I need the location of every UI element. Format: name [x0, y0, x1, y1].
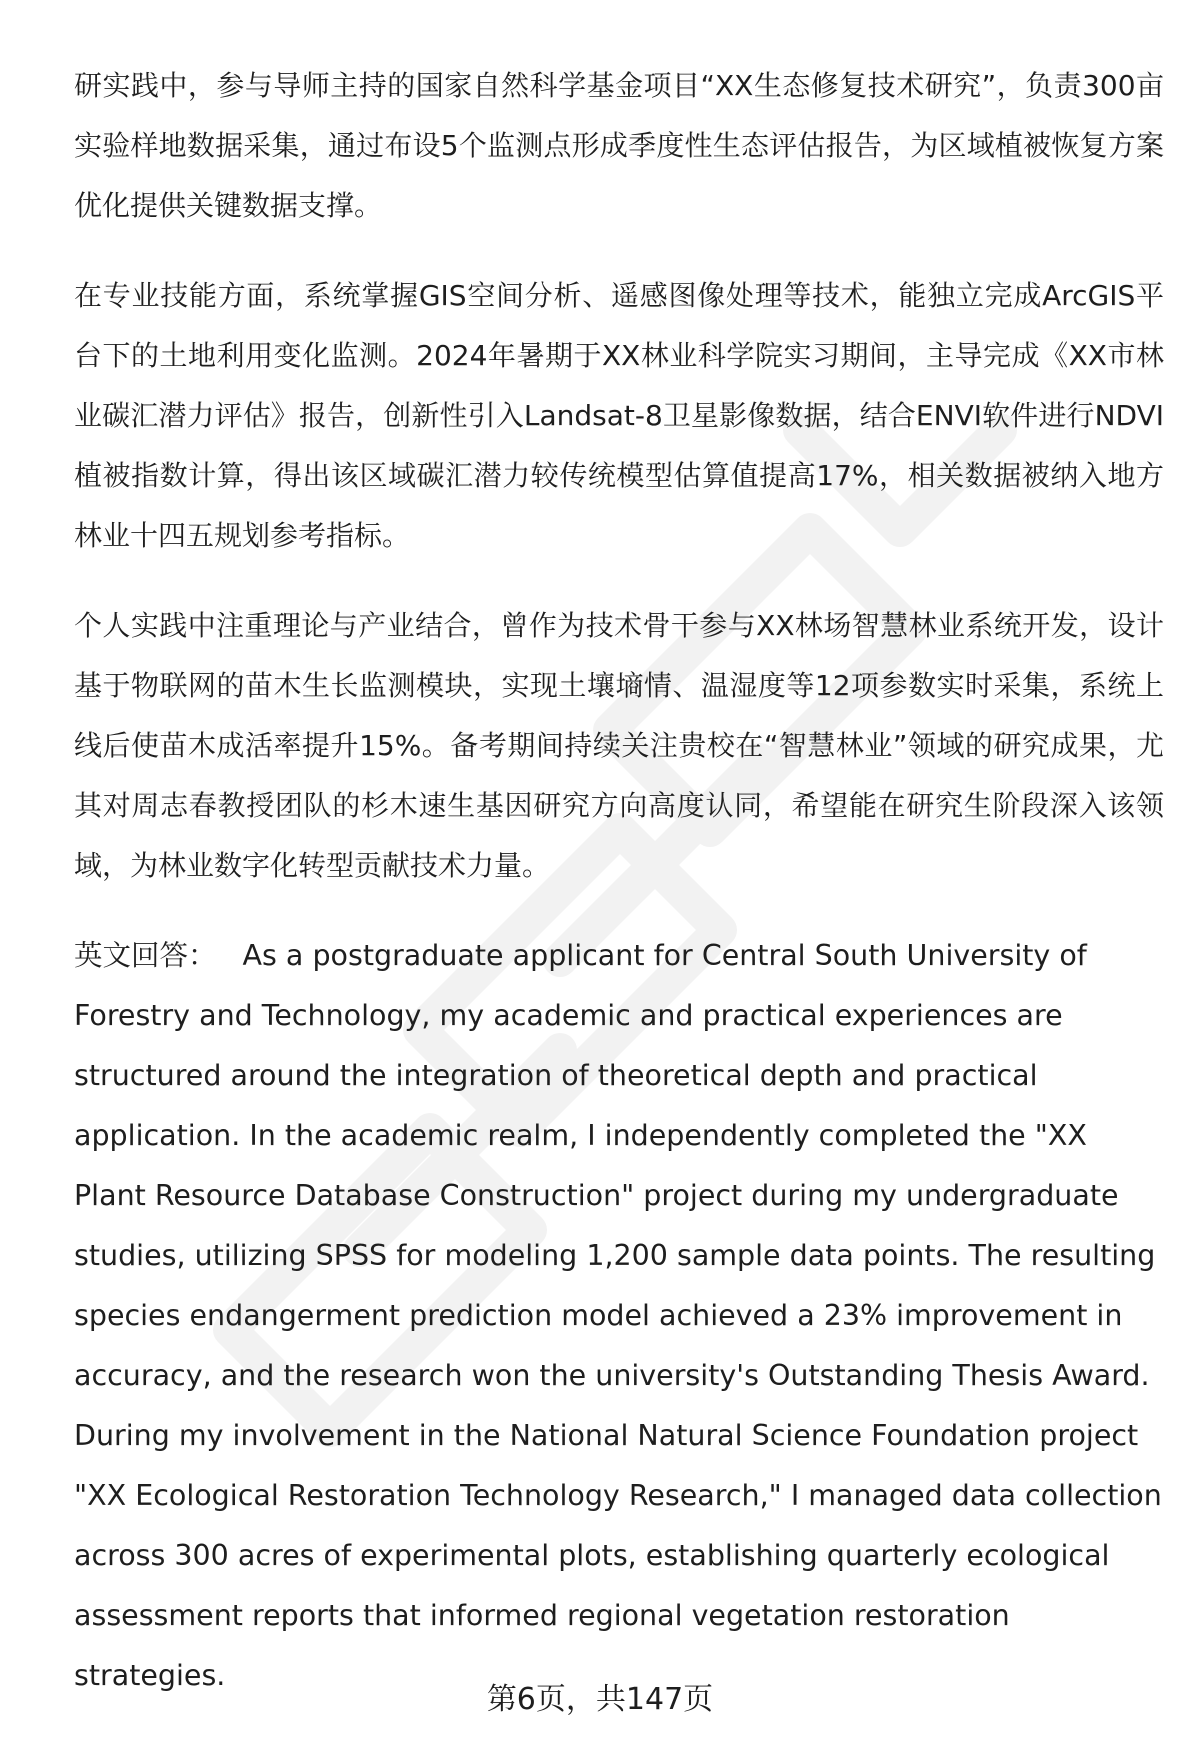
- page-indicator: 第6页，共147页: [486, 1682, 714, 1717]
- english-answer-text: As a postgraduate applicant for Central South University of Forestry and Technology, my academic and practical experiences are structured around the integration of theoretical depth and practical application. In the academic realm, I independently completed the "XX Plant Resource Database Construction" project during my undergraduate studies, utilizing SPSS for modeling 1,200 sample data points. The resulting species endangerment prediction model achieved a 23% improvement in accuracy, and the research won the university's Outstanding Thesis Award. During my involvement in the National Natural Science Foundation project "XX Ecological Restoration Technology Research," I managed data collection across 300 acres of experimental plots, establishing quarterly ecological assessment reports that informed regional vegetation restoration strategies.: [74, 939, 1162, 1692]
- paragraph-personal-practice: 个人实践中注重理论与产业结合，曾作为技术骨干参与XX林场智慧林业系统开发，设计基于物联网的苗木生长监测模块，实现土壤墒情、温湿度等12项参数实时采集，系统上线后使苗木成活率提升15%。备考期间持续关注贵校在“智慧林业”领域的研究成果，尤其对周志春教授团队的杉木速生基因研究方向高度认同，希望能在研究生阶段深入该领域，为林业数字化转型贡献技术力量。: [74, 609, 1164, 882]
- paragraph-english-answer: [74, 926, 1164, 1706]
- document-body: [74, 56, 1164, 1736]
- paragraph-research-practice: 研实践中，参与导师主持的国家自然科学基金项目“XX生态修复技术研究”，负责300亩实验样地数据采集，通过布设5个监测点形成季度性生态评估报告，为区域植被恢复方案优化提供关键数据支撑。: [74, 69, 1164, 222]
- english-answer-label: 英文回答：: [74, 939, 217, 972]
- paragraph-professional-skills: 在专业技能方面，系统掌握GIS空间分析、遥感图像处理等技术，能独立完成ArcGIS平台下的土地利用变化监测。2024年暑期于XX林业科学院实习期间，主导完成《XX市林业碳汇潜力评估》报告，创新性引入Landsat-8卫星影像数据，结合ENVI软件进行NDVI植被指数计算，得出该区域碳汇潜力较传统模型估算值提高17%，相关数据被纳入地方林业十四五规划参考指标。: [74, 279, 1164, 552]
